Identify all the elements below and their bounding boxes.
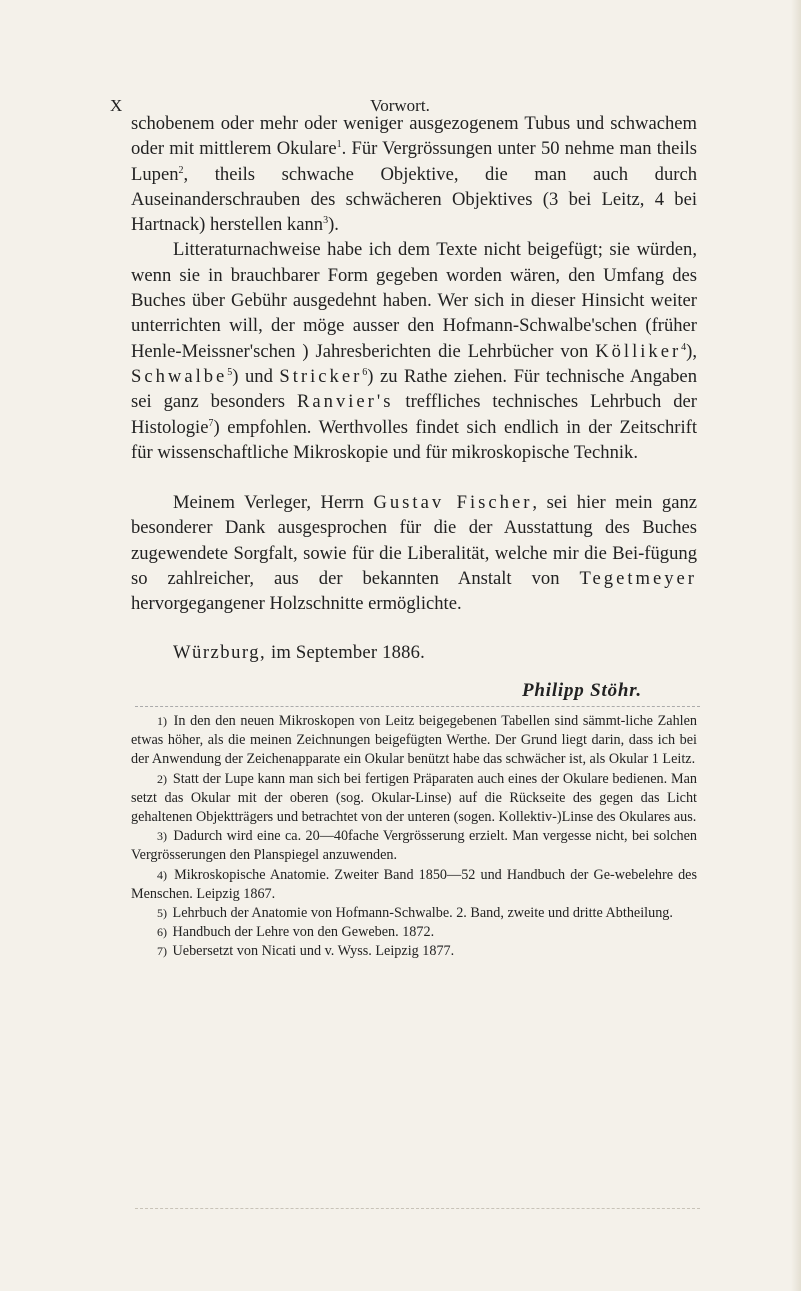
footnote-ref-1: 1 (336, 139, 342, 151)
footnote-separator (135, 706, 700, 707)
header-title: Vorwort. (370, 96, 430, 115)
workshop-name: Tegetmeyer (579, 568, 697, 590)
footnote-7: 7) Uebersetzt von Nicati und v. Wyss. Leipzig 1877. (157, 943, 455, 960)
footnote-ref-4: 4 (681, 341, 687, 353)
paragraph-1: schobenem oder mehr oder weniger ausgezogenem Tubus und schwachem oder mit mittlerem Okulare$^1$. Für Vergrössungen unter 50 nehme man theils Lupen$^2$, theils schwache Objektive, die man auch durch Auseinanderschrauben des schwächeren Objektives (3 bei Leitz, 4 bei Hartnack) herstellen kann$^3$). (131, 113, 698, 236)
main-text (131, 111, 697, 665)
footnote-ref-7: 7 (208, 417, 214, 429)
footnote-ref-2: 2 (178, 164, 184, 176)
page-edge-shadow (791, 0, 801, 1291)
date: im September 1886. (271, 641, 425, 663)
footnotes (131, 712, 697, 962)
author-schwalbe: Schwalbe (131, 365, 228, 387)
footnote-1: 1) In den den neuen Mikroskopen von Leitz beigegebenen Tabellen sind sämmt-liche Zahlen etwas höher, als die meinen Zeichnungen beigefügten Werthe. Der Grund liegt darin, dass ich bei der Anwendung der Zeichenapparate ein Okular benützt habe das schwächer ist, als Okular 1 Leitz. (131, 713, 698, 768)
footnote-6: 6) Handbuch der Lehre von den Geweben. 1872. (157, 924, 435, 941)
footnote-ref-6: 6 (362, 366, 368, 378)
footnote-ref-3: 3 (323, 215, 329, 226)
author-ranvier: Ranvier's (297, 391, 394, 413)
page-number: X (110, 96, 124, 115)
place-date-line (131, 640, 697, 665)
bottom-separator (135, 1208, 700, 1209)
footnote-5: 5) Lehrbuch der Anatomie von Hofmann-Schwalbe. 2. Band, zweite und dritte Abtheilung. (157, 905, 673, 922)
city: Würzburg, (173, 641, 267, 663)
publisher-name: Gustav Fischer (373, 492, 533, 514)
author-stricker: Stricker (279, 365, 363, 387)
paragraph-3: Meinem Verleger, Herrn Gustav Fischer, sei hier mein ganz besonderer Dank ausgesprochen für die der Ausstattung des Buches zugewendete Sorgfalt, sowie für die Liberalität, welche mir die Bei-fügung so zahlreicher, aus der bekannten Anstalt von Tegetmeyer hervorgegangener Holzschnitte ermöglichte. (131, 492, 697, 615)
footnote-2: 2) Statt der Lupe kann man sich bei fertigen Präparaten auch eines der Okulare bedienen. Man setzt das Okular mit der oberen (sog. Okular-Linse) auf die Rückseite des gegen das Licht gehaltenen Objektträgers und betrachtet von der unteren (sogen. Kollektiv-)Linse des Okulares aus. (131, 770, 698, 826)
footnote-4: 4) Mikroskopische Anatomie. Zweiter Band 1850—52 und Handbuch der Ge-webelehre des Menschen. Leipzig 1867. (131, 866, 697, 902)
author-koelliker: Kölliker (595, 340, 682, 362)
paragraph-2: Litteraturnachweise habe ich dem Texte nicht beigefügt; sie würden, wenn sie in brauchbarer Form gegeben worden wären, den Umfang des Buches über Gebühr ausgedehnt haben. Wer sich in dieser Hinsicht weiter unterrichten will, der möge ausser den Hofmann-Schwalbe'schen (früher Henle-Meissner'schen ) Jahresberichten die Lehrbücher von Kölliker$^4$), Schwalbe$^5$) und Stricker$^6$) zu Rathe ziehen. Für technische Angaben sei ganz besonders Ranvier's treffliches technisches Lehrbuch der Histologie$^7$) empfohlen. Werthvolles findet sich endlich in der Zeitschrift für wissenschaftliche Mikroskopie und für mikroskopische Technik. (131, 239, 698, 463)
footnote-3: 3) Dadurch wird eine ca. 20—40fache Vergrösserung erzielt. Man vergesse nicht, bei solchen Vergrösserungen den Planspiegel anzuwenden. (131, 828, 697, 864)
footnote-ref-5: 5 (227, 366, 233, 378)
author-signature: Philipp Stöhr. (522, 680, 642, 701)
